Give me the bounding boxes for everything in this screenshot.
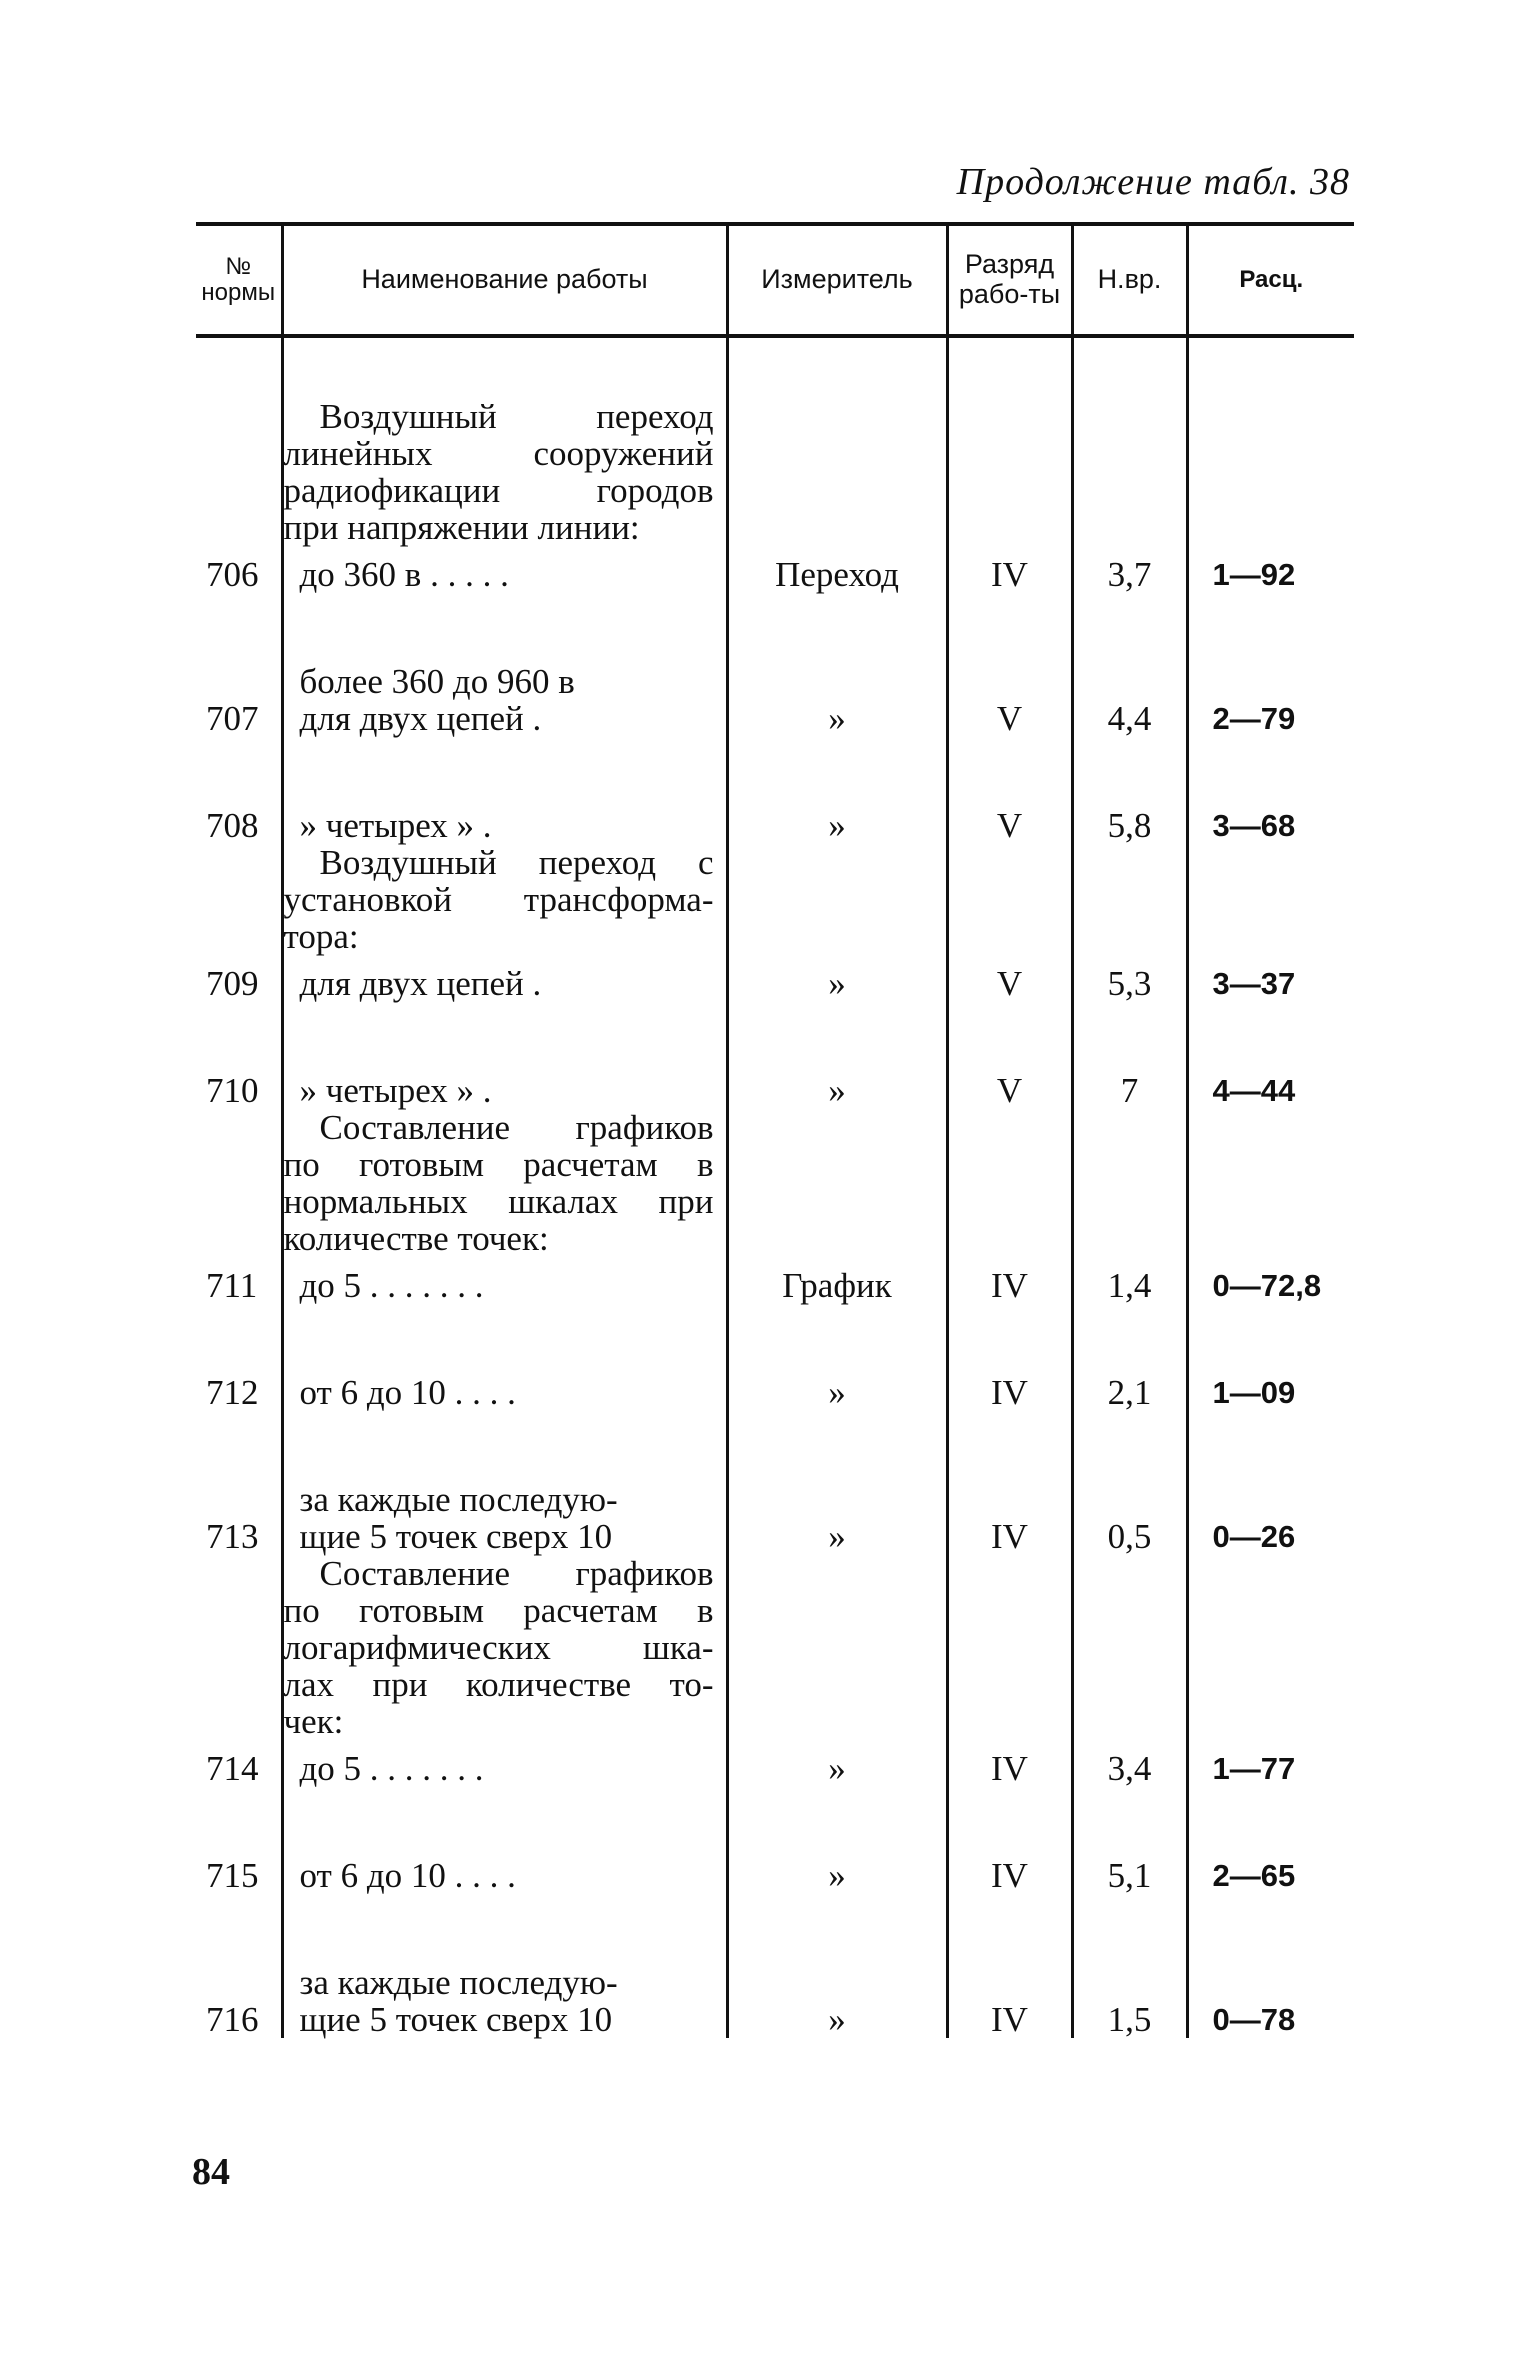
work-name-line: для двух цепей . (299, 964, 542, 1003)
cell-unit: » (727, 1304, 947, 1411)
norms-table (196, 222, 1354, 2038)
cell-rank (947, 398, 1072, 546)
cell-name (282, 1894, 727, 2038)
table-row (196, 1411, 1354, 1555)
cell-unit: » (727, 955, 947, 1002)
cell-rate: 3—37 (1187, 955, 1354, 1002)
cell-rate: 0—78 (1187, 1894, 1354, 2038)
cell-name (282, 593, 727, 737)
cell-num (196, 1109, 282, 1257)
cell-time: 1,4 (1072, 1257, 1187, 1304)
table-row (196, 1894, 1354, 2038)
table-caption: Продолжение табл. 38 (956, 161, 1350, 203)
work-name-line: при напряжении линии: (283, 508, 640, 547)
cell-unit: Переход (727, 546, 947, 593)
header-rank: Разряд рабо-ты (947, 224, 1072, 336)
work-name-line: от 6 до 10 . . . . (299, 1373, 516, 1412)
cell-rank (947, 844, 1072, 955)
table-row (196, 1002, 1354, 1109)
cell-num: 706 (206, 555, 259, 594)
spacer-cell (947, 336, 1072, 398)
header-work-name: Наименование работы (282, 224, 727, 336)
cell-rank: IV (947, 1787, 1072, 1894)
cell-time: 5,1 (1072, 1787, 1187, 1894)
group-heading-row (196, 398, 1354, 546)
work-name-line: чек: (283, 1702, 344, 1741)
cell-unit: » (727, 593, 947, 737)
cell-name (282, 1304, 727, 1411)
cell-rate: 2—79 (1187, 593, 1354, 737)
cell-num: 716 (206, 2000, 259, 2039)
cell-rank (947, 1109, 1072, 1257)
work-name-line: за каждые последую- (299, 1480, 618, 1519)
cell-num: 714 (206, 1749, 259, 1788)
cell-time: 3,4 (1072, 1740, 1187, 1787)
cell-name (282, 1411, 727, 1555)
work-name-line: лах при количестве то- (283, 1665, 714, 1704)
work-name-line: » четырех » . (299, 1071, 492, 1110)
spacer-cell (1072, 336, 1187, 398)
cell-name (282, 546, 727, 593)
work-name-line: количестве точек: (283, 1219, 549, 1258)
cell-rate: 0—72,8 (1187, 1257, 1354, 1304)
cell-rank: V (947, 1002, 1072, 1109)
cell-num: 711 (206, 1266, 258, 1305)
work-name-line: щие 5 точек сверх 10 (299, 1517, 613, 1556)
table-row (196, 1787, 1354, 1894)
table-row (196, 1257, 1354, 1304)
spacer-cell (1187, 336, 1354, 398)
cell-rank: IV (947, 546, 1072, 593)
work-name-line: по готовым расчетам в (283, 1145, 714, 1184)
work-name-line: радиофикации городов (283, 471, 714, 510)
header-time-norm: Н.вр. (1072, 224, 1187, 336)
work-name-line: Составление графиков (319, 1108, 714, 1147)
cell-time: 0,5 (1072, 1411, 1187, 1555)
work-name-line: Воздушный переход (319, 397, 714, 436)
group-heading-row (196, 1109, 1354, 1257)
cell-num: 713 (206, 1517, 259, 1556)
work-name-line: за каждые последую- (299, 1963, 618, 2002)
table-row (196, 593, 1354, 737)
cell-name (282, 1109, 727, 1257)
spacer-cell (196, 336, 282, 398)
cell-time (1072, 1555, 1187, 1740)
spacer-row (196, 336, 1354, 398)
work-name-line: линейных сооружений (283, 434, 714, 473)
cell-unit (727, 1555, 947, 1740)
cell-name (282, 1740, 727, 1787)
cell-num (196, 844, 282, 955)
cell-time: 7 (1072, 1002, 1187, 1109)
table-row (196, 546, 1354, 593)
spacer-cell (282, 336, 727, 398)
cell-rank: IV (947, 1304, 1072, 1411)
cell-time: 3,7 (1072, 546, 1187, 593)
cell-rate: 1—77 (1187, 1740, 1354, 1787)
cell-name (282, 1555, 727, 1740)
work-name-line: » четырех » . (299, 806, 492, 845)
table-row (196, 1740, 1354, 1787)
table-row (196, 1304, 1354, 1411)
cell-rate: 1—92 (1187, 546, 1354, 593)
cell-time: 5,8 (1072, 737, 1187, 844)
cell-unit: » (727, 1411, 947, 1555)
cell-rate (1187, 1109, 1354, 1257)
group-heading-row (196, 1555, 1354, 1740)
cell-unit: » (727, 1740, 947, 1787)
work-name-line: по готовым расчетам в (283, 1591, 714, 1630)
header-norm-number: № нормы (196, 224, 282, 336)
cell-rank: V (947, 593, 1072, 737)
cell-time: 2,1 (1072, 1304, 1187, 1411)
table-row (196, 737, 1354, 844)
cell-rank: IV (947, 1740, 1072, 1787)
work-name-line: до 5 . . . . . . . (299, 1749, 484, 1788)
cell-rank: IV (947, 1411, 1072, 1555)
work-name-line: нормальных шкалах при (283, 1182, 714, 1221)
cell-time: 4,4 (1072, 593, 1187, 737)
work-name-line: установкой трансформа- (283, 880, 714, 919)
cell-num (196, 1555, 282, 1740)
work-name-line: более 360 до 960 в (299, 662, 575, 701)
work-name-line: Воздушный переход с (319, 843, 714, 882)
work-name-line: логарифмических шка- (283, 1628, 714, 1667)
table-header-row (196, 224, 1354, 336)
cell-rate: 0—26 (1187, 1411, 1354, 1555)
cell-num: 712 (206, 1373, 259, 1412)
cell-time (1072, 398, 1187, 546)
cell-num: 710 (206, 1071, 259, 1110)
cell-rate: 1—09 (1187, 1304, 1354, 1411)
cell-rank: IV (947, 1894, 1072, 2038)
cell-name (282, 1787, 727, 1894)
cell-name (282, 1002, 727, 1109)
cell-rate (1187, 398, 1354, 546)
cell-time: 5,3 (1072, 955, 1187, 1002)
work-name-line: до 5 . . . . . . . (299, 1266, 484, 1305)
spacer-cell (727, 336, 947, 398)
cell-rate: 2—65 (1187, 1787, 1354, 1894)
cell-unit (727, 844, 947, 955)
work-name-line: тора: (283, 917, 359, 956)
cell-time: 1,5 (1072, 1894, 1187, 2038)
table-body (196, 336, 1354, 2038)
cell-num: 708 (206, 806, 259, 845)
cell-unit: » (727, 1787, 947, 1894)
cell-name (282, 844, 727, 955)
cell-rank (947, 1555, 1072, 1740)
header-unit: Измеритель (727, 224, 947, 336)
cell-unit (727, 1109, 947, 1257)
cell-rank: IV (947, 1257, 1072, 1304)
cell-num: 707 (206, 699, 259, 738)
table-row (196, 955, 1354, 1002)
work-name-line: для двух цепей . (299, 699, 542, 738)
cell-rate: 4—44 (1187, 1002, 1354, 1109)
work-name-line: Составление графиков (319, 1554, 714, 1593)
cell-num: 715 (206, 1856, 259, 1895)
cell-name (282, 955, 727, 1002)
cell-num: 709 (206, 964, 259, 1003)
cell-unit: График (727, 1257, 947, 1304)
cell-unit: » (727, 1894, 947, 2038)
work-name-line: от 6 до 10 . . . . (299, 1856, 516, 1895)
cell-num (196, 398, 282, 546)
cell-rate (1187, 1555, 1354, 1740)
cell-rate (1187, 844, 1354, 955)
cell-name (282, 737, 727, 844)
header-rate: Расц. (1187, 224, 1354, 336)
cell-time (1072, 1109, 1187, 1257)
cell-name (282, 1257, 727, 1304)
cell-name (282, 398, 727, 546)
cell-rank: V (947, 737, 1072, 844)
work-name-line: щие 5 точек сверх 10 (299, 2000, 613, 2039)
work-name-line: до 360 в . . . . . (299, 555, 509, 594)
cell-unit (727, 398, 947, 546)
cell-unit: » (727, 737, 947, 844)
group-heading-row (196, 844, 1354, 955)
cell-unit: » (727, 1002, 947, 1109)
cell-rank: V (947, 955, 1072, 1002)
cell-time (1072, 844, 1187, 955)
cell-rate: 3—68 (1187, 737, 1354, 844)
page-number: 84 (192, 2151, 230, 2193)
